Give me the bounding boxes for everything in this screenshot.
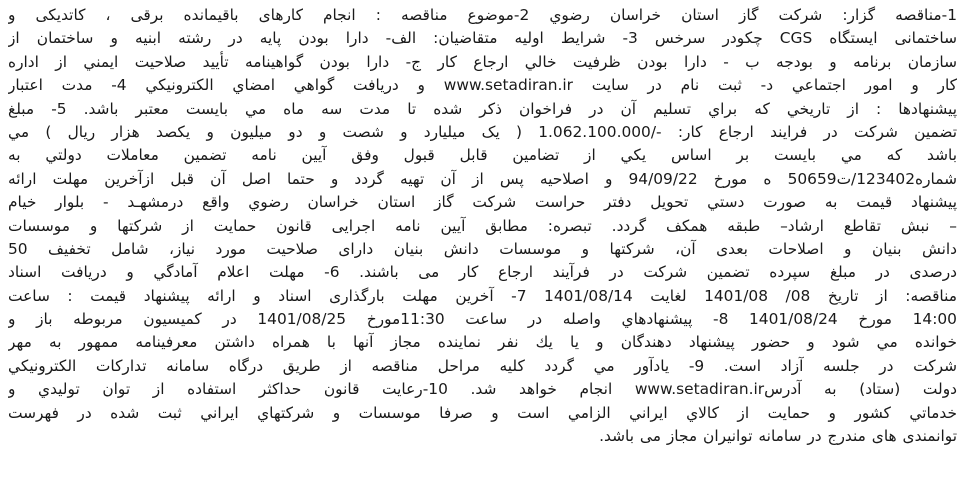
text-line-3: سازمان برنامه و بودجه ب - دارا بودن ظرفیت خالي ارجاع کار ج- دارا بودن گواهينامه تأييد صلاحيت ايمني از اداره [8, 52, 957, 71]
text-line-10: – نبش تقاطع ارشاد– طبقه همکف گردد. تبصره: مطابق آیین نامه اجرایی قانون حمایت از شرکتها و موسسات [8, 216, 957, 235]
text-line-14: 14:00 مورخ 1401/08/24 8- پیشنهادهاي واصله در ساعت 11:30مورخ 1401/08/25 در کمیسیون مربوطه باز و [8, 310, 957, 329]
text-line-9: پیشنهاد قیمت به صورت دستي تحویل دفتر حراست شرکت گاز استان خراسان رضوي واقع درمشهـد - بلوار خیام [8, 193, 957, 212]
text-line-18: خدماتي کشور و حمايت از کالاي ايراني الزامي است و صرفا موسسات و شرکتهاي ايراني ثبت شده در فهرست [8, 403, 957, 422]
text-line-13: مناقصه: از تاريخ 08/ 1401/08 لغايت 1401/08/14 7- آخرین مهلت بارگذاری اسناد و ارائه پیشنهاد قیمت : ساعت [8, 286, 957, 305]
text-line-7: باشد که مي بايست بر اساس يکي از تضامين قابل قبول وفق آيين نامه تضمين معاملات دولتي به [8, 146, 957, 165]
text-line-5: پیشنهادها : از تاريخي که براي تسليم آن در فراخوان ذکر شده تا مدت سه ماه مي بايست معتبر باشد. 5- مبلغ [8, 99, 957, 118]
text-line-19: توانمندی های مندرج در سامانه توانیران مجاز می باشد. [599, 427, 957, 446]
tender-notice-paragraph [8, 4, 957, 448]
text-line-11: دانش بنیان و اصلاحات بعدی آن، شرکتها و موسسات دانش بنیان دارای صلاحیت مورد نیاز، شامل تخفیف 50 [8, 239, 957, 258]
text-line-15: خوانده مي شود و حضور پيشنهاد دهندگان و یا یك نفر نماينده مجاز آنها با همراه داشتن معرفينامه ممهور به مهر [8, 333, 957, 352]
text-line-6: تضمین شرکت در فرایند ارجاع کار: -/1.062.100.000 ( یک میلیارد و شصت و دو میلیون و یکصد هزار ریال ) مي [8, 122, 957, 141]
text-line-1: 1-مناقصه گزار: شرکت گاز استان خراسان رضوي 2-موضوع مناقصه : انجام کارهای باقیمانده برقی ، کاتدیکی و [8, 6, 957, 24]
text-line-2: ساختمانی ایستگاه CGS چکودر سرخس 3- شرایط اولیه متقاضیان: الف- دارا بودن پایه در رشته ابنیه و ساختمان از [8, 29, 957, 48]
text-line-8: شماره123402/ت50659 ه مورخ 94/09/22 و اصلاحیه پس از آن تهیه گردد و حتما اصل آن قبل ازآخرین مهلت ارائه [8, 169, 957, 188]
text-line-4: کار و امور اجتماعي د- ثبت نام در سایت www.setadiran.ir و دریافت گواهي امضاي الکترونيکي 4- مدت اعتبار [8, 76, 957, 95]
text-line-12: درصدی در مبلغ سپرده تضمین شرکت در فرآیند ارجاع کار می باشند. 6- مهلت اعلام آمادگي و دريافت اسناد [8, 263, 957, 282]
text-line-17: دولت (ستاد) به آدرسwww.setadiran.ir انجام خواهد شد. 10-رعايت قانون حداکثر استفاده از توان توليدي و [8, 380, 957, 399]
text-line-16: شرکت در جلسه آزاد است. 9- يادآور مي گردد کليه مراحل مناقصه از طريق درگاه سامانه تدارکات الکترونيکي [8, 356, 957, 375]
